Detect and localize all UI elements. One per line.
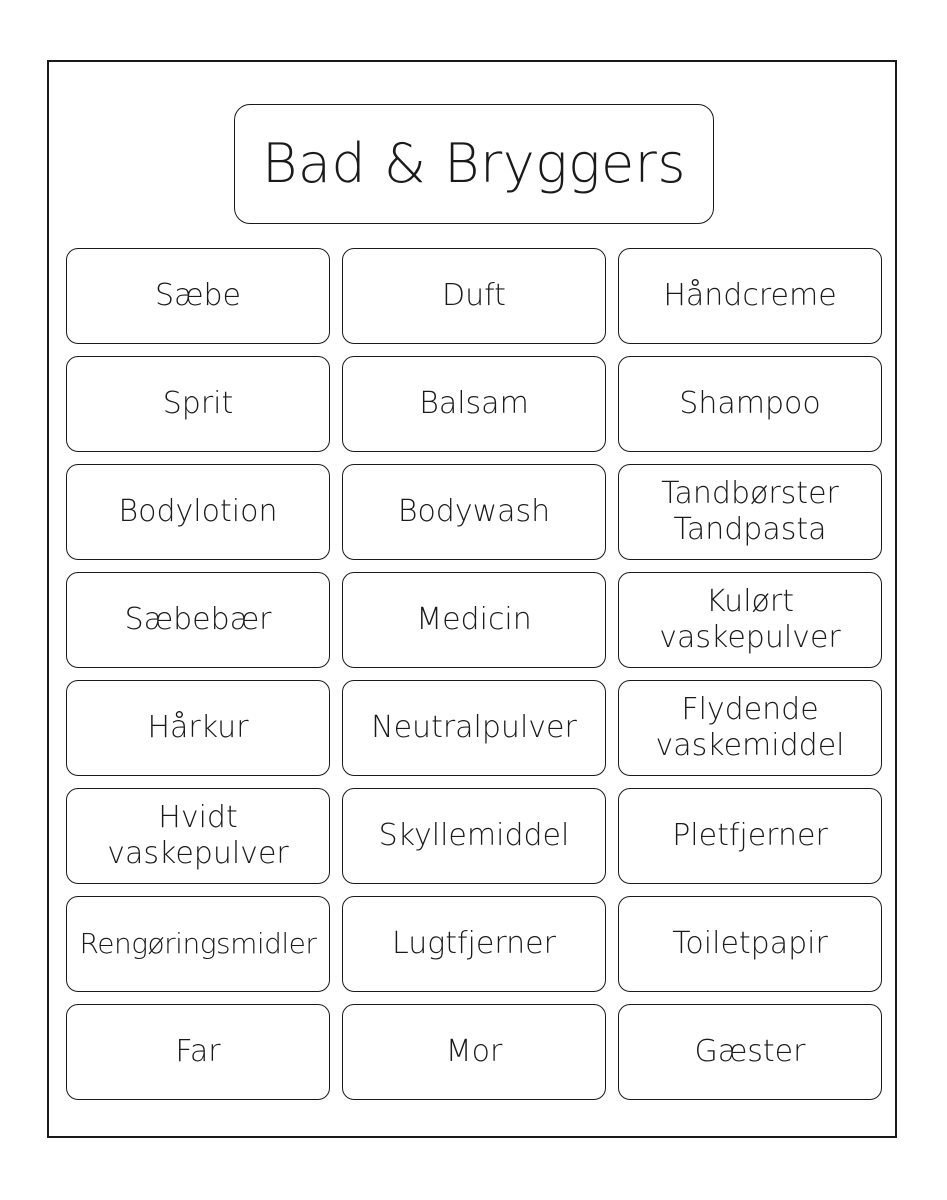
label-toiletpapir (618, 896, 882, 992)
label-text: Neutralpulver (371, 710, 577, 745)
label-sheet (47, 60, 897, 1138)
label-text: Sprit (162, 386, 234, 421)
label-text: Hvidt vaskepulver (107, 800, 289, 871)
label-bodywash (342, 464, 606, 560)
label-kuloert-vaskepulver (618, 572, 882, 668)
label-text: Balsam (419, 386, 529, 421)
label-text: Far (175, 1034, 221, 1069)
label-neutralpulver (342, 680, 606, 776)
label-text: Tandbørster Tandpasta (661, 476, 839, 547)
label-duft (342, 248, 606, 344)
label-bodylotion (66, 464, 330, 560)
title-label (234, 104, 714, 224)
label-haandcreme (618, 248, 882, 344)
page-title: Bad & Bryggers (261, 132, 687, 195)
label-text: Rengøringsmidler (79, 927, 317, 961)
label-shampoo (618, 356, 882, 452)
label-text: Mor (445, 1034, 503, 1069)
label-text: Hårkur (147, 710, 249, 745)
label-flydende-vaskemiddel (618, 680, 882, 776)
label-medicin (342, 572, 606, 668)
label-balsam (342, 356, 606, 452)
label-text: Flydende vaskemiddel (655, 692, 845, 763)
label-lugtfjerner (342, 896, 606, 992)
label-text: Shampoo (679, 386, 821, 421)
label-gaester (618, 1004, 882, 1100)
label-text: Sæbebær (124, 602, 272, 637)
label-text: Kulørt vaskepulver (659, 584, 841, 655)
label-text: Bodylotion (118, 494, 278, 529)
label-tandboerster (618, 464, 882, 560)
label-grid (66, 248, 882, 1100)
label-far (66, 1004, 330, 1100)
label-text: Håndcreme (663, 278, 837, 313)
label-skyllemiddel (342, 788, 606, 884)
label-saebebaer (66, 572, 330, 668)
label-rengoeringsmidler (66, 896, 330, 992)
label-saebe (66, 248, 330, 344)
label-text: Bodywash (397, 494, 551, 529)
label-text: Medicin (416, 602, 532, 637)
label-text: Gæster (694, 1034, 806, 1069)
label-text: Sæbe (154, 278, 241, 313)
label-pletfjerner (618, 788, 882, 884)
label-text: Lugtfjerner (392, 926, 556, 961)
label-text: Toiletpapir (672, 926, 828, 961)
label-text: Duft (442, 278, 506, 313)
label-mor (342, 1004, 606, 1100)
label-sprit (66, 356, 330, 452)
label-text: Pletfjerner (672, 818, 828, 853)
label-hvidt-vaskepulver (66, 788, 330, 884)
label-text: Skyllemiddel (378, 818, 570, 853)
label-haarkur (66, 680, 330, 776)
